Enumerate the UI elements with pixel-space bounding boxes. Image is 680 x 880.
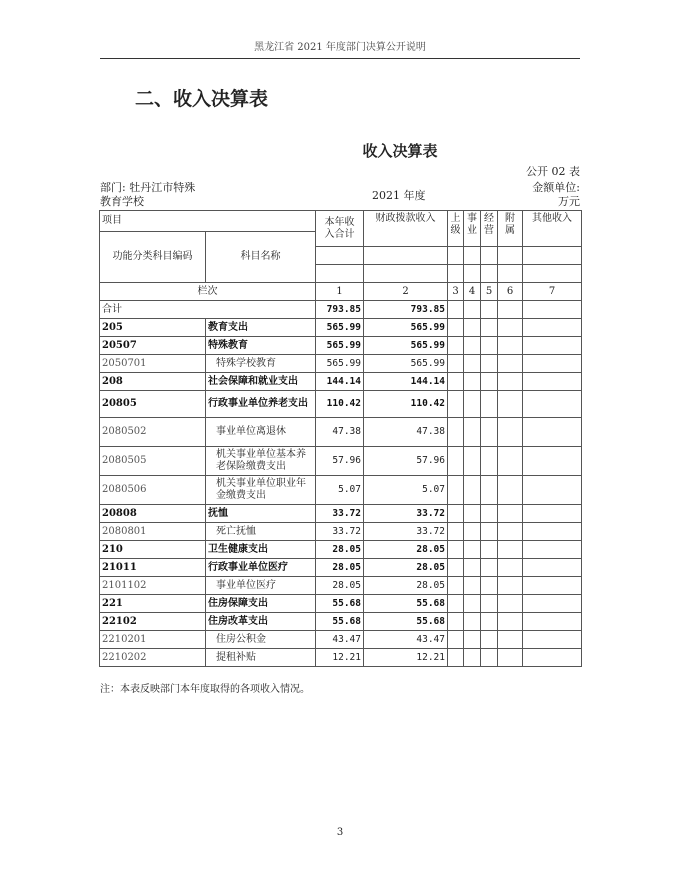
col-index-1: 1 [316,283,364,301]
row-fiscal: 565.99 [364,355,448,373]
row-total: 12.21 [316,649,364,667]
page-number: 3 [336,827,344,838]
empty-cell [464,447,481,476]
row-subject-name: 机关事业单位基本养老保险缴费支出 [206,447,316,476]
empty-cell [523,337,582,355]
department-line-2: 教育学校 [100,195,144,208]
department-line-1: 部门: 牡丹江市特殊 [100,181,196,194]
empty-cell [523,631,582,649]
row-code: 2080801 [100,523,206,541]
empty-cell [481,577,498,595]
empty-cell [498,559,523,577]
row-subject-name: 住房保障支出 [206,595,316,613]
header-fiscal: 财政拨款收入 [364,211,448,247]
row-code: 2210201 [100,631,206,649]
empty-cell [464,595,481,613]
row-fiscal: 28.05 [364,559,448,577]
row-total: 33.72 [316,523,364,541]
header-project: 项目 [100,211,316,232]
empty-cell [448,373,464,391]
row-fiscal: 33.72 [364,523,448,541]
row-subject-name: 机关事业单位职业年金缴费支出 [206,476,316,505]
row-subject-name: 特殊教育 [206,337,316,355]
row-fiscal: 33.72 [364,505,448,523]
empty-cell [448,505,464,523]
empty-cell [464,559,481,577]
row-subject-name: 死亡抚恤 [206,523,316,541]
row-fiscal: 5.07 [364,476,448,505]
row-subject-name: 卫生健康支出 [206,541,316,559]
col-index-5: 5 [481,283,498,301]
col-index-2: 2 [364,283,448,301]
empty-cell [498,595,523,613]
row-total: 57.96 [316,447,364,476]
empty-cell [464,418,481,447]
empty-cell [448,577,464,595]
row-fiscal: 12.21 [364,649,448,667]
row-code: 210 [100,541,206,559]
section-title: 二、收入决算表 [135,88,269,110]
header-subject-name: 科目名称 [206,232,316,283]
empty-cell [448,559,464,577]
empty-cell [523,613,582,631]
empty-cell [448,391,464,418]
empty-cell [523,505,582,523]
table-row [100,541,582,559]
empty-cell [464,319,481,337]
row-subject-name: 住房改革支出 [206,613,316,631]
row-subject-name: 行政事业单位医疗 [206,559,316,577]
row-fiscal: 55.68 [364,613,448,631]
row-total: 33.72 [316,505,364,523]
empty-cell [481,319,498,337]
row-total: 565.99 [316,337,364,355]
empty-cell [481,505,498,523]
empty-cell [523,649,582,667]
table-row [100,391,582,418]
empty-cell [498,476,523,505]
total-row [100,301,582,319]
empty-cell [464,577,481,595]
row-code: 2050701 [100,355,206,373]
col-index-7: 7 [523,283,582,301]
empty-cell [498,541,523,559]
row-fiscal: 47.38 [364,418,448,447]
row-total: 43.47 [316,631,364,649]
empty-cell [481,355,498,373]
row-subject-name: 提租补贴 [206,649,316,667]
empty-cell [448,523,464,541]
empty-cell [523,577,582,595]
empty-cell [523,447,582,476]
row-total: 28.05 [316,541,364,559]
row-code: 2101102 [100,577,206,595]
empty-cell [498,319,523,337]
total-amount: 793.85 [316,301,364,319]
row-total: 110.42 [316,391,364,418]
row-total: 28.05 [316,559,364,577]
row-code: 20507 [100,337,206,355]
total-fiscal: 793.85 [364,301,448,319]
row-fiscal: 144.14 [364,373,448,391]
row-total: 47.38 [316,418,364,447]
table-row [100,559,582,577]
header-business: 事 业 [464,211,481,247]
table-row [100,523,582,541]
row-subject-name: 抚恤 [206,505,316,523]
empty-cell [523,541,582,559]
empty-cell [464,613,481,631]
empty-cell [498,577,523,595]
row-code: 2080505 [100,447,206,476]
row-total: 565.99 [316,319,364,337]
row-total: 55.68 [316,613,364,631]
empty-cell [498,355,523,373]
empty-cell [448,649,464,667]
row-subject-name: 社会保障和就业支出 [206,373,316,391]
empty-cell [523,355,582,373]
empty-cell [498,418,523,447]
empty-cell [481,373,498,391]
empty-cell [498,505,523,523]
row-code: 20805 [100,391,206,418]
table-row [100,355,582,373]
row-fiscal: 43.47 [364,631,448,649]
header-attached: 附 属 [498,211,523,247]
income-table [99,210,582,667]
empty-cell [498,373,523,391]
row-fiscal: 28.05 [364,577,448,595]
empty-cell [448,447,464,476]
table-row [100,337,582,355]
row-code: 21011 [100,559,206,577]
empty-cell [464,505,481,523]
row-total: 565.99 [316,355,364,373]
table-row [100,649,582,667]
empty-cell [464,649,481,667]
row-code: 221 [100,595,206,613]
header-operation: 经 营 [481,211,498,247]
row-fiscal: 110.42 [364,391,448,418]
empty-cell [498,447,523,476]
empty-cell [481,523,498,541]
row-subject-name: 住房公积金 [206,631,316,649]
row-total: 28.05 [316,577,364,595]
empty-cell [481,559,498,577]
empty-cell [498,649,523,667]
row-code: 2210202 [100,649,206,667]
table-row [100,373,582,391]
empty-cell [481,613,498,631]
table-title: 收入决算表 [362,142,438,160]
empty-cell [448,476,464,505]
row-code: 2080502 [100,418,206,447]
empty-cell [523,595,582,613]
empty-cell [464,337,481,355]
empty-cell [481,541,498,559]
empty-cell [481,418,498,447]
empty-cell [448,631,464,649]
empty-cell [481,337,498,355]
row-fiscal: 57.96 [364,447,448,476]
page-header: 黑龙江省 2021 年度部门决算公开说明 [100,38,580,59]
empty-cell [481,447,498,476]
table-row [100,613,582,631]
header-func-code: 功能分类科目编码 [100,232,206,283]
unit-line-2: 万元 [558,195,580,208]
empty-cell [523,418,582,447]
row-fiscal: 565.99 [364,319,448,337]
empty-cell [523,476,582,505]
empty-cell [523,559,582,577]
empty-cell [481,391,498,418]
empty-cell [481,476,498,505]
empty-cell [448,613,464,631]
empty-cell [448,337,464,355]
table-row [100,319,582,337]
empty-cell [448,595,464,613]
department-label [100,181,220,209]
row-subject-name: 教育支出 [206,319,316,337]
empty-cell [481,631,498,649]
row-index-label: 栏次 [100,283,316,301]
row-code: 2080506 [100,476,206,505]
empty-cell [464,391,481,418]
empty-cell [481,649,498,667]
empty-cell [523,391,582,418]
row-fiscal: 28.05 [364,541,448,559]
row-fiscal: 55.68 [364,595,448,613]
col-index-4: 4 [464,283,481,301]
empty-cell [464,476,481,505]
table-row [100,418,582,447]
empty-cell [448,355,464,373]
table-row [100,595,582,613]
empty-cell [464,523,481,541]
unit-line-1: 金额单位: [532,181,580,194]
empty-cell [498,337,523,355]
empty-cell [481,595,498,613]
empty-cell [464,541,481,559]
empty-cell [498,631,523,649]
header-upper: 上 级 [448,211,464,247]
col-index-3: 3 [448,283,464,301]
total-label: 合计 [100,301,316,319]
table-row [100,476,582,505]
row-code: 205 [100,319,206,337]
row-subject-name: 事业单位离退休 [206,418,316,447]
empty-cell [523,319,582,337]
empty-cell [448,319,464,337]
empty-cell [523,373,582,391]
row-subject-name: 行政事业单位养老支出 [206,391,316,418]
fiscal-year: 2021 年度 [372,189,426,202]
empty-cell [523,523,582,541]
row-code: 22102 [100,613,206,631]
row-fiscal: 565.99 [364,337,448,355]
empty-cell [448,418,464,447]
row-subject-name: 特殊学校教育 [206,355,316,373]
empty-cell [498,391,523,418]
amount-unit [532,181,580,209]
empty-cell [498,523,523,541]
row-subject-name: 事业单位医疗 [206,577,316,595]
col-index-6: 6 [498,283,523,301]
row-code: 20808 [100,505,206,523]
empty-cell [464,373,481,391]
header-other: 其他收入 [523,211,582,247]
empty-cell [448,541,464,559]
row-total: 5.07 [316,476,364,505]
table-row [100,447,582,476]
table-row [100,505,582,523]
table-row [100,577,582,595]
header-total: 本年收 入合计 [316,211,364,247]
row-total: 144.14 [316,373,364,391]
table-row [100,631,582,649]
empty-cell [464,631,481,649]
empty-cell [498,613,523,631]
row-total: 55.68 [316,595,364,613]
table-note: 注：本表反映部门本年度取得的各项收入情况。 [100,684,310,695]
empty-cell [464,355,481,373]
row-code: 208 [100,373,206,391]
form-number: 公开 02 表 [526,165,580,178]
